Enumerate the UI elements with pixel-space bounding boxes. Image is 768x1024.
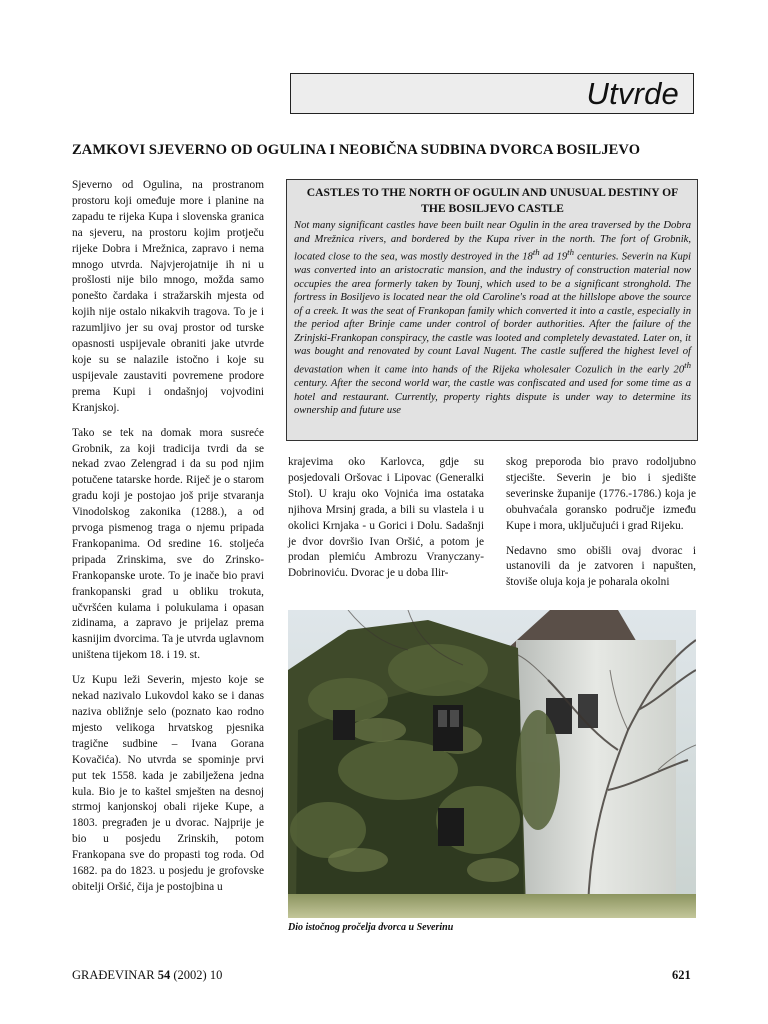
paragraph: skog preporoda bio pravo rodoljubno stjecište. Severin je bio i sjedište severinske županije (1776.-1786.) koja je obuhvaćala goransko područje između Kupe i mora, uključujući i grad Rijeku. — [506, 456, 696, 532]
journal-volume: 54 — [157, 968, 171, 982]
text-column-3 — [506, 455, 696, 600]
paragraph: Nedavno smo obišli ovaj dvorac i ustanovili da je zatvoren i napušten, štoviše oluja koja je poharala okolni — [506, 544, 696, 589]
section-header-box — [290, 73, 694, 114]
abstract-body — [294, 219, 691, 418]
journal-name: GRAĐEVINAR — [72, 968, 155, 982]
journal-year-issue: (2002) 10 — [173, 968, 223, 982]
english-abstract-box — [286, 179, 698, 441]
paragraph: Tako se tek na domak mora susreće Grobnik, za koji tradicija tvrdi da se nekad zvao Zelengrad i da su pod njim potučene tatarske horde. Riječ je o starom gradu koji je postojao još prije stvaranja Vinodolskog zakonika (1288.), a od prvoga pismenog traga o njemu pripada Frankopanima. Od sredine 16. stoljeća pripada Zrinskima, sve do Zrinsko-Frankopanske urote. To je inače bio pravi frankopanski grad u obliku trokuta, učvršćen kulama i polukulama i opasan zidinama, a zapravo je prijelaz prema kasnijim dvorcima. Ta je utvrda uglavnom uništena tijekom 18. i 19. st. — [72, 426, 264, 662]
photo-caption: Dio istočnog pročelja dvorca u Severinu — [288, 922, 454, 933]
abstract-text: ad 19 — [539, 251, 568, 263]
abstract-title: CASTLES TO THE NORTH OF OGULIN AND UNUSUAL DESTINY OF THE BOSILJEVO CASTLE — [306, 186, 679, 215]
abstract-text: Not many significant castles have been built near Ogulin in the area traversed by the Dobra and Mrežnica rivers, and bordered by the Kupa river in the north. The fort of Grobnik, located close to the sea, was mostly destroyed in the 18 — [294, 220, 691, 263]
section-title: Utvrde — [586, 75, 679, 111]
castle-photo — [288, 610, 696, 918]
footer-journal — [72, 968, 222, 983]
article-title: ZAMKOVI SJEVERNO OD OGULINA I NEOBIČNA SUDBINA DVORCA BOSILJEVO — [72, 142, 641, 158]
text-column-2 — [288, 455, 484, 591]
superscript: th — [567, 247, 575, 258]
abstract-text: centuries. Severin na Kupi was converted into an aristocratic mansion, and the industry of construction material now occupies the area formerly taken by Tounj, which used to be a significant stronghold. The fortress in Bosiljevo is located near the old Caroline's road at the hillslope above the source of a creek. It was the seat of Frankopan family which converted it into a castle, especially in the period after Brinje came under control of border authorities. After the failure of the Zrinjski-Frankopan conspiracy, the castle was looted and completely devastated. Later on, it was bought and renovated by count Laval Nugent. The castle suffered the highest level of devastation when it came into hands of the Rijeka wholesaler Cozulich in the early 20 — [294, 251, 691, 376]
superscript: th — [532, 247, 540, 258]
abstract-text: century. After the second world war, the castle was confiscated and used for some time as a hotel and restaurant. Currently, property rights dispute is under way to determine its ownership and future use — [294, 378, 691, 417]
text-column-1 — [72, 178, 264, 905]
superscript: th — [684, 360, 691, 370]
paragraph: krajevima oko Karlovca, gdje su posjedovali Oršovac i Lipovac (Generalki Stol). U kraju oko Vojnića ima ostataka njihova Mrsinj grada, a bili su vlastela i u okolici Krnjaka - u Gorici i Dolu. Sadašnji je dvor dovršio Ivan Oršić, a potom je prodan plemiću Ambrozu Vranyczany-Dobrinoviću. Dvorac je u doba Ilir- — [288, 456, 484, 580]
page-number: 621 — [672, 968, 691, 982]
castle-photo-illustration — [288, 610, 696, 918]
paragraph: Sjeverno od Ogulina, na prostranom prostoru koji omeđuje more i planine na zapadu te rijeka Kupa i slovenska granica na sjeveru, na prostoru kojim protječu rijeke Dobra i Mrežnica, zapravo i nema mnogo utvrda. Najvjerojatnije ih ni u prošlosti nije bilo mnogo, možda samo ponešto čardaka i stražarskih mjesta od kojih nije ostalo nikakvih tragova. To je i razumljivo jer su ovaj prostor od turske opasnosti uspijevale obraniti jake utvrde koje su se nalazile istočno i koje su uspijevale zaustaviti povremene prodore prema Kupi i ondašnjoj vojvodini Kranjskoj. — [72, 179, 264, 414]
paragraph: Uz Kupu leži Severin, mjesto koje se nekad nazivalo Lukovdol kako se i danas naziva obližnje selo (poznato kao rodno mjesto velikoga hrvatskog pjesnika tragične sudbine – Ivana Gorana Kovačića). No utvrda se spominje prvi put tek 1558. kada je zabilježena jedna kula. Bio je to kaštel smješten na desnoj strmoj kanjonskoj obali rijeke Kupe, a 1803. pregrađen je u dvorac. Najprije je bio u posjedu Zrinskih, potom Frankopana sve do propasti tog roda. Od 1682. pa do 1823. u posjedu je grofovske obitelji Oršić, čija je postojbina u — [72, 674, 264, 893]
